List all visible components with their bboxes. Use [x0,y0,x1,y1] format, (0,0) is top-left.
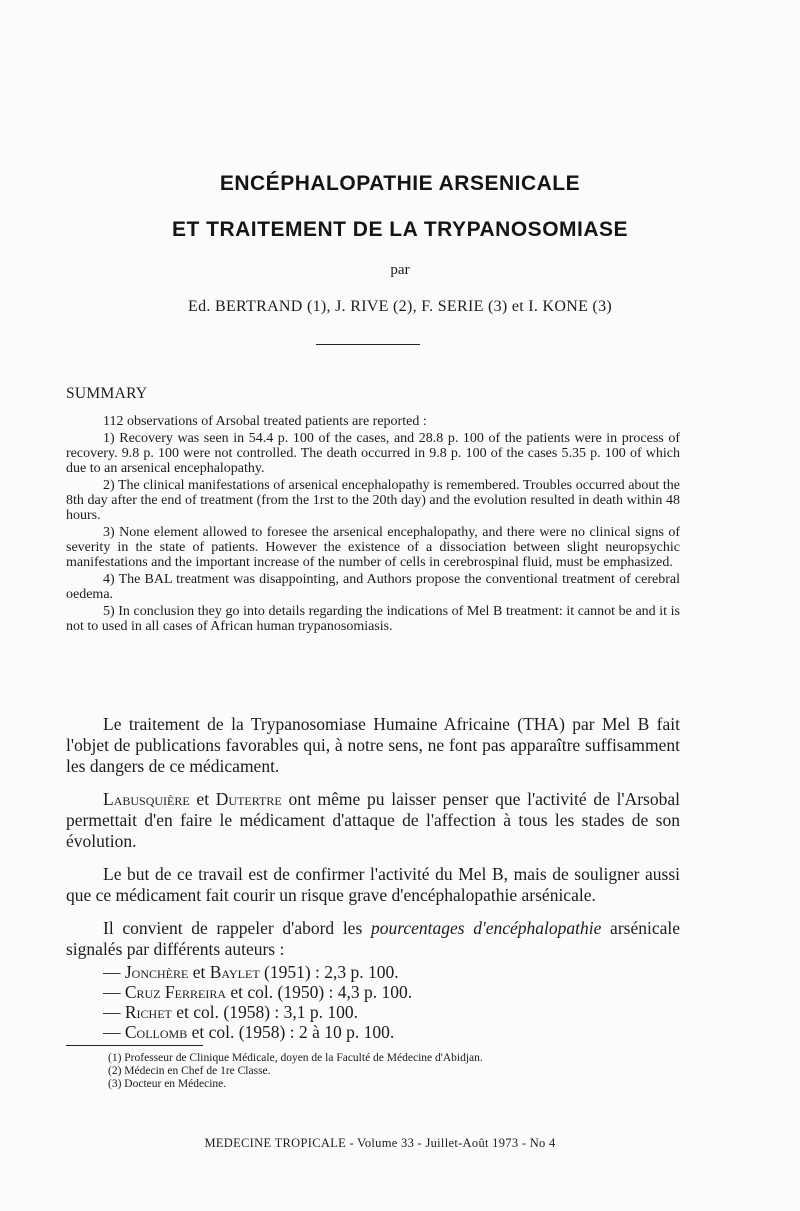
article-title-line-2: ET TRAITEMENT DE LA TRYPANOSOMIASE [171,218,629,241]
reference-item: — Jonchère et Baylet (1951) : 2,3 p. 100. [103,962,399,982]
reference-list [66,962,680,1042]
emphasis: pourcentages d'encéphalopathie [370,918,602,938]
reference-item: — Collomb et col. (1958) : 2 à 10 p. 100. [103,1022,395,1042]
article-body [66,714,680,1042]
summary-paragraph: 5) In conclusion they go into details regarding the indications of Mel B treatment: it cannot be and it is not to used in all cases of African human trypanosomiasis. [66,604,680,634]
by-label: par [390,262,410,278]
body-paragraph-4: Il convient de rappeler d'abord les pourcentages d'encéphalopathie arsénicale signalés par différents auteurs : [66,918,680,959]
author-name: Labusquière [103,789,190,809]
footnotes [108,1052,483,1091]
author-name: Dutertre [215,789,282,809]
summary-section [66,414,680,636]
body-paragraph-1: Le traitement de la Trypanosomiase Humaine Africaine (THA) par Mel B fait l'objet de publications favorables qui, à notre sens, ne font pas apparaître suffisamment les dangers de ce médicament. [66,714,680,776]
summary-paragraph: 112 observations of Arsobal treated patients are reported : [103,414,427,429]
footnote: (2) Médecin en Chef de 1re Classe. [108,1065,271,1077]
footnote: (1) Professeur de Clinique Médicale, doyen de la Faculté de Médecine d'Abidjan. [108,1052,483,1064]
summary-paragraph: 1) Recovery was seen in 54.4 p. 100 of the cases, and 28.8 p. 100 of the patients were in process of recovery. 9.8 p. 100 were not controlled. The death occurred in 9.8 p. 100 of the cases 5.35 p. 100 of which due to an arsenical encephalopathy. [66,431,680,476]
reference-item: — Richet et col. (1958) : 3,1 p. 100. [103,1002,359,1022]
title-divider [316,344,420,345]
footnote: (3) Docteur en Médecine. [108,1078,227,1090]
summary-paragraph: 3) None element allowed to foresee the arsenical encephalopathy, and there were no clinical signs of severity in the state of patients. However the existence of a dissociation between slight neuropsychic manifestations and the important increase of the number of cells in cerebrospinal fluid, must be emphasized. [66,525,680,570]
body-paragraph-2: Labusquière et Dutertre ont même pu laisser penser que l'activité de l'Arsobal permettait d'en faire le médicament d'attaque de l'affection à tous les stades de son évolution. [66,789,680,851]
journal-footer: MEDECINE TROPICALE - Volume 33 - Juillet-Août 1973 - No 4 [204,1136,556,1150]
summary-heading: SUMMARY [66,385,148,402]
reference-item: — Cruz Ferreira et col. (1950) : 4,3 p. 100. [103,982,413,1002]
author-list: Ed. BERTRAND (1), J. RIVE (2), F. SERIE (3) et I. KONE (3) [188,298,612,315]
summary-paragraph: 2) The clinical manifestations of arsenical encephalopathy is remembered. Troubles occurred about the 8th day after the end of treatment (from the 1rst to the 20th day) and the evolution resulted in death within 48 hours. [66,478,680,523]
summary-paragraph: 4) The BAL treatment was disappointing, and Authors propose the conventional treatment of cerebral oedema. [66,572,680,602]
footnote-divider [66,1045,203,1046]
body-paragraph-3: Le but de ce travail est de confirmer l'activité du Mel B, mais de souligner aussi que ce médicament fait courir un risque grave d'encéphalopathie arsénicale. [66,864,680,905]
article-title-line-1: ENCÉPHALOPATHIE ARSENICALE [219,172,581,195]
